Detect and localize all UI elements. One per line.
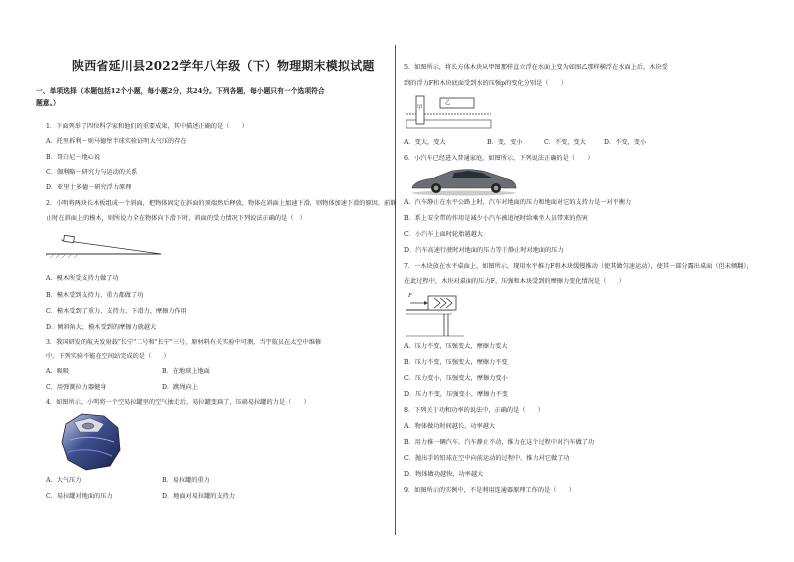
q3-option-d: D．跳绳向上 xyxy=(162,384,198,391)
q3-stem: 3．我国研发的航天发射载"长宁"二号和"长宁"三号，原材料有关实验中可测，当宇航员在太空中维修 xyxy=(46,339,322,346)
q7-option-a: A．压力不变，压强变大，摩擦力变大 xyxy=(404,343,508,350)
q4-option-d: D．地面对易拉罐的支持力 xyxy=(162,493,236,500)
q5-stem: 5．如图所示，将长方体木块从甲图那样直立浮在水面上变为如图乙那样横浮在水面上后，木块受 xyxy=(404,64,668,71)
q9-stem: 9．如图所示的实例中，不是利用连通器原理工作的是（ ） xyxy=(404,487,575,494)
q8-option-c: C．抛出手的铅球在空中向前运动的过程中，推力对它做了功 xyxy=(404,455,570,462)
q2-option-d: D．倾斜角大，模木受到的摩擦力就越大 xyxy=(46,324,157,331)
q3-stem-cont: 中，下列实验不能在空间站完成的是（ ） xyxy=(46,353,170,360)
label-jia: 甲 xyxy=(417,105,423,111)
q6-option-a: A．汽车静止在水平公路上时，汽车对地面的压力和地面对它的支持力是一对平衡力 xyxy=(404,199,632,206)
q3-option-a: A．吸吸 xyxy=(46,368,70,375)
section-heading-cont: 题意。） xyxy=(36,99,60,107)
q5-option-b: B．变，变小 xyxy=(487,139,523,146)
q6-stem: 6．小汽车已经进入普通家庭，如图所示，下列说法正确的是（ ） xyxy=(404,155,594,162)
q4-option-a: A．大气压力 xyxy=(46,477,82,484)
q7-stem-cont: 在此过程中，木块对桌面的压力F、压强和木块受到的摩擦力变化情况是（ ） xyxy=(404,278,625,285)
column-divider xyxy=(395,45,396,535)
label-yi: 乙 xyxy=(445,100,451,106)
q8-option-d: D．物体做功越快，功率越大 xyxy=(404,471,484,478)
q1-option-d: D．亚里士多德－研究浮力原理 xyxy=(46,184,132,191)
q1-option-c: C．伽利略－研究力与运动的关系 xyxy=(46,169,138,176)
q1-stem: 1．下面列举了四位科学家和他们的重要成果，其中描述正确的是（ ） xyxy=(46,123,248,130)
crushed-can-image xyxy=(60,410,124,472)
q2-stem: 2．小明将两块长木板组成一个斜面，把物体固定在斜面的顶端然后释放，物体在斜面上加速下滑，则物体加速下滑的原因，前静 xyxy=(46,200,397,207)
page-title: 陕西省延川县2022学年八年级（下）物理期末模拟试题 xyxy=(72,59,375,73)
incline-figure xyxy=(46,230,166,260)
q2-stem-cont: 止时在斜面上的模木，则所说力全在物体向下滑下时，斜面的受力情况下列说法正确的是（ ） xyxy=(46,215,306,222)
q2-option-a: A．模木所受支持力做了功 xyxy=(46,275,119,282)
q5-option-c: C．不变，变大 xyxy=(544,139,586,146)
q6-option-d: D．汽车高速行驶时对地面的压力等于静止时对地面的压力 xyxy=(404,247,564,254)
q7-option-b: B．压力不变，压强变大，摩擦力不变 xyxy=(404,359,508,366)
q2-option-b: B．模木受到支持力、重力都做了功 xyxy=(46,292,144,299)
q5-option-a: A．变大，变大 xyxy=(404,139,446,146)
q4-option-b: B．易拉罐的重力 xyxy=(162,477,210,484)
q1-option-b: B．哥白尼－地心说 xyxy=(46,154,101,161)
q4-stem: 4．如图所示，小明将一个空易拉罐里的空气抽走后，易拉罐变扁了，压扁易拉罐的力是（ ） xyxy=(46,399,310,406)
car-image xyxy=(408,166,520,196)
section-heading: 一、单项选择（本题包括12个小题，每小题2分，共24分。下列各题，每小题只有一个选项符合 xyxy=(36,87,325,95)
q8-option-a: A．物体做功时间越长，功率越大 xyxy=(404,423,496,430)
q8-option-b: B．用力推一辆汽车，汽车静止不动，推力在这个过程中对汽车做了功 xyxy=(404,439,595,446)
q7-option-d: D．压力不变，压强变小，摩擦力不变 xyxy=(404,391,508,398)
q7-stem: 7．一木块放在水平桌面上，如图所示，现用水平推力F将木块缓慢推动（使其做匀速运动），使其一部分露出桌面（但未倾翻）， xyxy=(404,263,753,270)
q4-option-c: C．易拉罐对地面的压力 xyxy=(46,493,113,500)
q1-option-a: A．托里拆利－则马德堡半球实验证明大气压的存在 xyxy=(46,138,187,145)
q5-option-d: D．不变，变小 xyxy=(604,139,647,146)
block-on-table-figure xyxy=(406,290,466,338)
q5-stem-cont: 到的浮力F和木块底面受到水的压强p的变化分别是（ ） xyxy=(404,80,567,87)
q2-option-c: C．模木受到了重力、支持力、下滑力、摩擦力作用 xyxy=(46,308,187,315)
q7-option-c: C．压力变小，压强变大，摩擦力变小 xyxy=(404,375,508,382)
q6-option-c: C．小汽车上面时轮胎越越大 xyxy=(404,231,483,238)
q6-option-b: B．系上安全带的作用是减少小汽车被追尾时给乘坐人员带来的伤害 xyxy=(404,215,588,222)
q3-option-b: B．在地球上地面 xyxy=(162,368,210,375)
q3-option-c: C．用弹簧拉力器健身 xyxy=(46,384,107,391)
force-label: F xyxy=(408,293,412,299)
q8-stem: 8．下列关于功和功率的说法中，正确的是（ ） xyxy=(404,407,545,414)
